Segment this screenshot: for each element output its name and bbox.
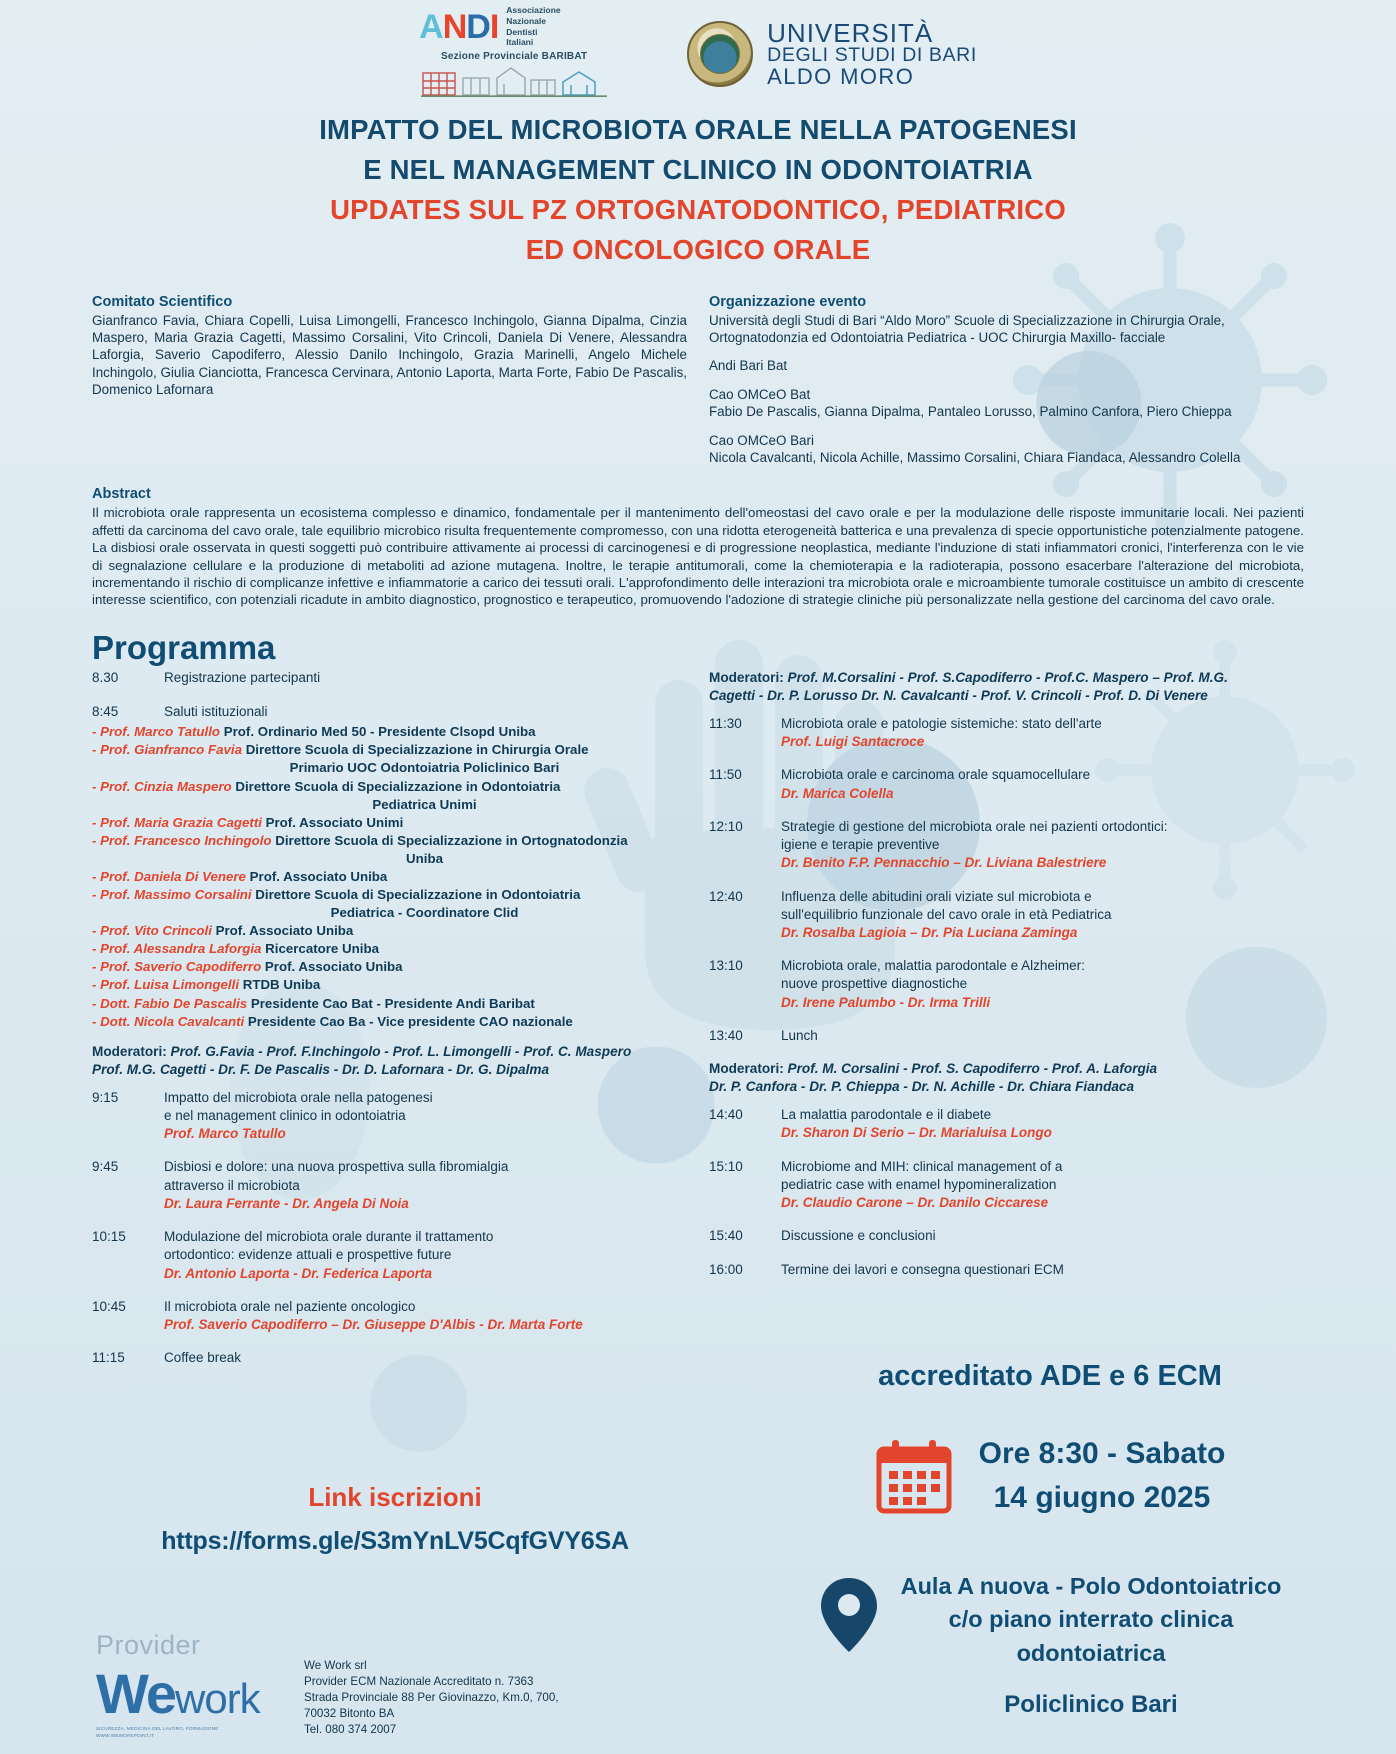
moderators-names-2: Prof. M.G. Cagetti - Dr. F. De Pascalis - Dr. D. Lafornara - Dr. G. Dipalma bbox=[92, 1061, 550, 1077]
slot-speaker: Dr. Marica Colella bbox=[781, 785, 894, 801]
organization-cao-bat-heading: Cao OMCeO Bat bbox=[709, 386, 811, 402]
venue-line-2: c/o piano interrato clinica bbox=[948, 1606, 1234, 1633]
greeting-person-name: - Prof. Gianfranco Favia bbox=[92, 742, 246, 758]
greeting-item bbox=[92, 1013, 687, 1031]
provider-detail-line: 70032 Bitonto BA bbox=[304, 1706, 395, 1720]
slot-title-line2: ortodontico: evidenze attuali e prospettive future bbox=[164, 1247, 452, 1263]
andi-word-1: Associazione bbox=[506, 4, 561, 15]
slot-time: 15:10 bbox=[709, 1158, 743, 1174]
abstract-section bbox=[0, 486, 1396, 608]
slot-desc bbox=[781, 1106, 1304, 1142]
greeting-item bbox=[92, 940, 687, 958]
schedule-slot bbox=[709, 1158, 1304, 1213]
slot-title-line2: pediatric case with enamel hypomineralization bbox=[781, 1176, 1057, 1192]
slot-title-line1: Influenza delle abitudini orali viziate sul microbiota e bbox=[781, 888, 1092, 904]
schedule-slot bbox=[709, 715, 1304, 751]
venue-line-4: Policlinico Bari bbox=[1004, 1691, 1178, 1719]
left-session-list bbox=[92, 1089, 687, 1368]
slot-time: 10:15 bbox=[92, 1229, 126, 1245]
slot-desc bbox=[164, 1228, 687, 1283]
greeting-item bbox=[92, 723, 687, 741]
greeting-item bbox=[92, 778, 687, 814]
slot-time: 9:45 bbox=[92, 1159, 119, 1175]
organization-university: Università degli Studi di Bari “Aldo Moro” Scuole di Specializzazione in Chirurgia Orale, Ortognatodonzia ed Odontoiatria Pediatrica - UOC Chirurgia Maxillo- facciale bbox=[709, 312, 1225, 345]
greeting-item bbox=[92, 958, 687, 976]
provider-logo-work: work bbox=[175, 1675, 260, 1722]
schedule-row bbox=[92, 1298, 687, 1334]
calendar-icon bbox=[875, 1437, 953, 1515]
institutional-greetings-list bbox=[92, 723, 687, 1030]
registration-link-block bbox=[160, 1482, 630, 1556]
right-session-list-2 bbox=[709, 1106, 1304, 1279]
slot-desc: Registrazione partecipanti bbox=[164, 669, 321, 685]
greeting-person-role: Direttore Scuola di Specializzazione in Chirurgia Orale bbox=[245, 742, 589, 758]
slot-title-line1: Disbiosi e dolore: una nuova prospettiva sulla fibromialgia bbox=[164, 1159, 509, 1175]
greeting-item bbox=[92, 922, 687, 940]
right-session-list-1 bbox=[709, 715, 1304, 1045]
programma-right-column bbox=[709, 669, 1304, 1383]
slot-time: 8.30 bbox=[92, 669, 119, 685]
slot-desc bbox=[781, 1227, 1304, 1245]
schedule-slot bbox=[92, 1228, 687, 1283]
schedule-slot bbox=[709, 1261, 1304, 1279]
programma-left-column bbox=[92, 669, 687, 1383]
greeting-item bbox=[92, 832, 687, 868]
moderators-names-1: Prof. M. Corsalini - Prof. S. Capodiferro - Prof. A. Laforgia bbox=[787, 1061, 1158, 1077]
provider-detail-line: Provider ECM Nazionale Accreditato n. 7363 bbox=[304, 1674, 534, 1688]
committee-members: Gianfranco Favia, Chiara Copelli, Luisa Limongelli, Francesco Inchingolo, Gianna Dipalma, Cinzia Maspero, Maria Grazia Cagetti, Massimo Corsalini, Vito Crincoli, Daniela Di Venere, Alessandra Laforgia, Saverio Capodiferro, Alessio Danilo Inchingolo, Grazia Marinelli, Angelo Michele Inchingolo, Giulia Cianciotta, Francesca Cervinara, Antonio Laporta, Marta Forte, Fabio De Pascalis, Domenico Lafornara bbox=[92, 312, 687, 398]
moderators-names-1: Prof. M.Corsalini - Prof. S.Capodiferro - Prof.C. Maspero – Prof. M.G. bbox=[787, 669, 1228, 685]
greeting-item bbox=[92, 886, 687, 922]
schedule-row bbox=[709, 1227, 1304, 1245]
moderators-label: Moderatori: bbox=[709, 669, 784, 685]
greeting-person-name: - Prof. Cinzia Maspero bbox=[92, 778, 236, 794]
poster-title bbox=[0, 110, 1396, 270]
schedule-row bbox=[709, 888, 1304, 943]
committee-organization-section bbox=[0, 294, 1396, 467]
slot-desc bbox=[781, 888, 1304, 943]
andi-wordmark bbox=[506, 5, 560, 49]
slot-time: 11:15 bbox=[92, 1350, 125, 1366]
slot-speaker: Prof. Marco Tatullo bbox=[164, 1126, 286, 1142]
slot-title-line1: Strategie di gestione del microbiota orale nei pazienti ortodontici: bbox=[781, 818, 1168, 834]
slot-time: 12:40 bbox=[709, 888, 743, 904]
slot-time: 9:15 bbox=[92, 1089, 119, 1105]
slot-speaker: Dr. Benito F.P. Pennacchio – Dr. Liviana Balestriere bbox=[781, 855, 1107, 871]
organization-heading: Organizzazione evento bbox=[709, 293, 867, 310]
greeting-person-role: Direttore Scuola di Specializzazione in Odontoiatria bbox=[255, 887, 581, 903]
university-seal-icon bbox=[687, 21, 753, 87]
slot-time: 16:00 bbox=[709, 1261, 743, 1277]
greeting-person-name: - Prof. Saverio Capodiferro bbox=[92, 959, 265, 975]
greeting-person-role-cont: Primario UOC Odontoiatria Policlinico Bari bbox=[289, 760, 560, 776]
slot-desc: Saluti istituzionali bbox=[164, 704, 268, 720]
greeting-person-role: Prof. Associato Uniba bbox=[249, 868, 388, 884]
provider-block bbox=[96, 1630, 716, 1740]
greeting-person-name: - Prof. Vito Crincoli bbox=[92, 923, 216, 939]
committee-heading: Comitato Scientifico bbox=[92, 293, 233, 310]
andi-logo bbox=[419, 5, 609, 104]
greeting-person-role: RTDB Uniba bbox=[242, 977, 321, 993]
provider-logo-website: WWW.WEWORKPOINT.IT bbox=[96, 1732, 155, 1738]
moderators-names-2: Cagetti - Dr. P. Lorusso Dr. N. Cavalcanti - Prof. V. Crincoli - Prof. D. Di Venere bbox=[709, 687, 1208, 703]
slot-desc bbox=[781, 715, 1304, 751]
provider-logo bbox=[96, 1630, 286, 1740]
title-line-1: IMPATTO DEL MICROBIOTA ORALE NELLA PATOGENESI bbox=[319, 114, 1077, 145]
slot-time: 11:50 bbox=[709, 767, 742, 783]
slot-speaker: Dr. Sharon Di Serio – Dr. Marialuisa Longo bbox=[781, 1125, 1052, 1141]
slot-desc bbox=[781, 766, 1304, 802]
schedule-row bbox=[92, 1158, 687, 1213]
event-date: 14 giugno 2025 bbox=[993, 1480, 1211, 1514]
schedule-slot bbox=[92, 1298, 687, 1334]
greeting-item bbox=[92, 814, 687, 832]
andi-word-4: Italiani bbox=[506, 37, 534, 48]
greeting-person-role-cont: Pediatrica - Coordinatore Clid bbox=[330, 905, 519, 921]
slot-title-line1: Microbiome and MIH: clinical management of a bbox=[781, 1158, 1063, 1174]
provider-logo-subtitle: SICUREZZA, MEDICINA DEL LAVORO, FORMAZIONE bbox=[96, 1726, 219, 1731]
andi-word-2: Nazionale bbox=[506, 15, 546, 26]
greeting-person-role-cont: Pediatrica Unimi bbox=[372, 796, 477, 812]
greeting-person-role: Presidente Cao Bat - Presidente Andi Baribat bbox=[250, 995, 535, 1011]
schedule-row bbox=[92, 669, 687, 687]
ecm-accreditation: accreditato ADE e 6 ECM bbox=[878, 1360, 1222, 1392]
slot-title-line1: Discussione e conclusioni bbox=[781, 1228, 936, 1244]
slot-title-line1: Modulazione del microbiota orale durante il trattamento bbox=[164, 1229, 494, 1245]
greeting-person-name: - Prof. Daniela Di Venere bbox=[92, 868, 250, 884]
provider-logo-we: We bbox=[96, 1662, 175, 1725]
schedule-slot bbox=[709, 957, 1304, 1012]
schedule-row bbox=[92, 1228, 687, 1283]
slot-title-line1: Microbiota orale, malattia parodontale e Alzheimer: bbox=[781, 958, 1085, 974]
programma-heading: Programma bbox=[92, 628, 276, 666]
venue-line-1: Aula A nuova - Polo Odontoiatrico bbox=[900, 1573, 1282, 1599]
logo-bar bbox=[0, 0, 1396, 98]
schedule-row bbox=[92, 1349, 687, 1367]
slot-speaker: Dr. Laura Ferrante - Dr. Angela Di Noia bbox=[164, 1195, 409, 1211]
slot-title-line2: attraverso il microbiota bbox=[164, 1177, 300, 1193]
slot-time: 13:10 bbox=[709, 958, 743, 974]
moderators-label: Moderatori: bbox=[709, 1061, 784, 1077]
schedule-row bbox=[92, 703, 687, 721]
slot-speaker: Dr. Rosalba Lagioia – Dr. Pia Luciana Zaminga bbox=[781, 925, 1078, 941]
slot-title-line1: Coffee break bbox=[164, 1350, 242, 1366]
slot-time: 10:45 bbox=[92, 1298, 126, 1314]
schedule-row bbox=[709, 715, 1304, 751]
slot-time: 13:40 bbox=[709, 1027, 743, 1043]
greeting-item bbox=[92, 868, 687, 886]
schedule-row bbox=[709, 766, 1304, 802]
moderators-names-1: Prof. G.Favia - Prof. F.Inchingolo - Prof. L. Limongelli - Prof. C. Maspero bbox=[170, 1043, 632, 1059]
slot-title-line1: Microbiota orale e carcinoma orale squamocellulare bbox=[781, 767, 1091, 783]
schedule-slot bbox=[709, 766, 1304, 802]
greeting-item bbox=[92, 995, 687, 1013]
provider-detail-line: We Work srl bbox=[304, 1658, 367, 1672]
schedule-row bbox=[709, 1158, 1304, 1213]
slot-time: 11:30 bbox=[709, 716, 742, 732]
slot-title-line2: igiene e terapie preventive bbox=[781, 837, 940, 853]
slot-title-line1: Microbiota orale e patologie sistemiche: stato dell'arte bbox=[781, 716, 1102, 732]
provider-details bbox=[304, 1658, 559, 1740]
scientific-committee bbox=[92, 294, 687, 467]
slot-time: 8:45 bbox=[92, 704, 119, 720]
greeting-person-name: - Prof. Massimo Corsalini bbox=[92, 887, 256, 903]
greeting-person-name: - Prof. Luisa Limongelli bbox=[92, 977, 243, 993]
greeting-person-name: - Prof. Maria Grazia Cagetti bbox=[92, 814, 266, 830]
schedule-row bbox=[709, 1261, 1304, 1279]
slot-title-line1: Il microbiota orale nel paziente oncologico bbox=[164, 1298, 416, 1314]
slot-desc bbox=[781, 1027, 1304, 1045]
greeting-person-name: - Prof. Marco Tatullo bbox=[92, 724, 224, 740]
slot-title-line2: e nel management clinico in odontoiatria bbox=[164, 1108, 406, 1124]
slot-time: 14:40 bbox=[709, 1107, 743, 1123]
schedule-slot bbox=[92, 1158, 687, 1213]
event-venue-block bbox=[790, 1570, 1310, 1722]
greeting-person-role: Prof. Associato Uniba bbox=[264, 959, 403, 975]
greeting-person-name: - Dott. Fabio De Pascalis bbox=[92, 995, 251, 1011]
slot-title-line2: nuove prospettive diagnostiche bbox=[781, 976, 968, 992]
organization-cao-bari-members: Nicola Cavalcanti, Nicola Achille, Massimo Corsalini, Chiara Fiandaca, Alessandro Colella bbox=[709, 450, 1241, 466]
schedule-row bbox=[709, 1106, 1304, 1142]
title-line-2: E NEL MANAGEMENT CLINICO IN ODONTOIATRIA bbox=[363, 153, 1033, 185]
registration-link-url[interactable]: https://forms.gle/S3mYnLV5CqfGVY6SA bbox=[161, 1527, 629, 1555]
moderators-right-2 bbox=[709, 1060, 1304, 1096]
schedule-slot bbox=[709, 1227, 1304, 1245]
greeting-item bbox=[92, 741, 687, 777]
slot-desc bbox=[781, 1261, 1304, 1279]
organization-cao-bat-members: Fabio De Pascalis, Gianna Dipalma, Pantaleo Lorusso, Palmino Canfora, Piero Chieppa bbox=[709, 404, 1232, 420]
slot-title-line1: La malattia parodontale e il diabete bbox=[781, 1107, 992, 1123]
programma-columns bbox=[0, 669, 1396, 1383]
greeting-person-role: Ricercatore Uniba bbox=[265, 941, 379, 957]
greeting-person-role: Prof. Associato Uniba bbox=[215, 923, 354, 939]
abstract-body: Il microbiota orale rappresenta un ecosistema complesso e dinamico, fondamentale per il mantenimento dell'omeostasi del cavo orale e per la modulazione delle risposte immunitarie locali. Nei pazienti affetti da carcinoma del cavo orale, tale equilibrio microbico risulta frequentemente compromesso, con una ridotta eterogeneità batterica e una prevalenza di specie opportunistiche potenzialmente patogene. La disbiosi orale osservata in questi soggetti può contribuire attivamente ai processi di carcinogenesi e di progressione neoplastica, mediante l'induzione di stati infiammatori cronici, l'interferenza con le vie di segnalazione cellulare e la produzione di metaboliti ad azione mutagena. Inoltre, le terapie antitumorali, come la chemioterapia e la radioterapia, possono esacerbare l'alterazione del microbiota, incrementando il rischio di complicanze infettive e infiammatorie a carico dei tessuti orali. L'approfondimento delle interazioni tra microbiota orale e microambiente tumorale costituisce un ambito di crescente interesse scientifico, con potenziali ricadute in ambito diagnostico, prognostico e terapeutico, promuovendo l'adozione di strategie cliniche più personalizzate nella gestione del carcinoma del cavo orale. bbox=[92, 505, 1304, 608]
greeting-person-name: - Prof. Francesco Inchingolo bbox=[92, 832, 276, 848]
slot-title-line1: Lunch bbox=[781, 1027, 818, 1043]
title-line-4: ED ONCOLOGICO ORALE bbox=[525, 233, 871, 265]
event-date-block bbox=[790, 1432, 1310, 1519]
greeting-person-role: Direttore Scuola di Specializzazione in Ortognatodonzia bbox=[275, 832, 628, 848]
slot-desc bbox=[164, 1298, 687, 1334]
slot-title-line1: Impatto del microbiota orale nella patogenesi bbox=[164, 1089, 433, 1105]
event-organization bbox=[709, 294, 1304, 467]
slot-desc bbox=[164, 1158, 687, 1213]
slot-desc bbox=[781, 957, 1304, 1012]
slot-desc bbox=[781, 1158, 1304, 1213]
slot-time: 12:10 bbox=[709, 818, 743, 834]
schedule-row bbox=[709, 818, 1304, 873]
moderators-names-2: Dr. P. Canfora - Dr. P. Chieppa - Dr. N. Achille - Dr. Chiara Fiandaca bbox=[709, 1079, 1135, 1095]
schedule-row bbox=[709, 957, 1304, 1012]
slot-speaker: Dr. Claudio Carone – Dr. Danilo Ciccarese bbox=[781, 1195, 1049, 1211]
slot-desc bbox=[781, 818, 1304, 873]
greeting-person-name: - Dott. Nicola Cavalcanti bbox=[92, 1013, 248, 1029]
schedule-slot bbox=[709, 888, 1304, 943]
slot-speaker: Dr. Antonio Laporta - Dr. Federica Laporta bbox=[164, 1265, 433, 1281]
location-pin-icon bbox=[819, 1576, 879, 1654]
schedule-slot bbox=[92, 1089, 687, 1144]
slot-title-line1: Termine dei lavori e consegna questionari ECM bbox=[781, 1261, 1064, 1277]
andi-section-label: Sezione Provinciale BARIBAT bbox=[440, 51, 588, 63]
registration-link-title: Link iscrizioni bbox=[308, 1482, 482, 1512]
schedule-row bbox=[92, 1089, 687, 1144]
event-time: Ore 8:30 - Sabato bbox=[978, 1437, 1226, 1470]
schedule-slot bbox=[92, 1349, 687, 1367]
university-name-line2: DEGLI STUDI DI BARI bbox=[767, 44, 977, 67]
schedule-row bbox=[709, 1027, 1304, 1045]
venue-line-3: odontoiatrica bbox=[1016, 1639, 1166, 1666]
slot-desc bbox=[164, 1089, 687, 1144]
slot-title-line2: sull'equilibrio funzionale del cavo orale in età Pediatrica bbox=[781, 906, 1112, 922]
title-line-3: UPDATES SUL PZ ORTOGNATODONTICO, PEDIATRICO bbox=[330, 193, 1066, 225]
city-skyline-icon bbox=[419, 64, 609, 103]
provider-label: Provider bbox=[96, 1630, 201, 1660]
schedule-slot bbox=[709, 1106, 1304, 1142]
greeting-person-role-cont: Uniba bbox=[406, 850, 443, 866]
greeting-person-role: Direttore Scuola di Specializzazione in Odontoiatria bbox=[235, 778, 561, 794]
abstract-heading: Abstract bbox=[92, 486, 151, 503]
andi-acronym: ANDI bbox=[419, 7, 499, 46]
university-logo bbox=[687, 20, 977, 88]
slot-speaker: Prof. Saverio Capodiferro – Dr. Giuseppe D'Albis - Dr. Marta Forte bbox=[164, 1317, 583, 1332]
greeting-person-name: - Prof. Alessandra Laforgia bbox=[92, 941, 266, 957]
greeting-person-role: Presidente Cao Ba - Vice presidente CAO nazionale bbox=[247, 1013, 573, 1029]
greeting-item bbox=[92, 976, 687, 994]
university-name-line1: UNIVERSITÀ bbox=[767, 18, 934, 49]
andi-word-3: Dentisti bbox=[506, 26, 538, 37]
slot-desc bbox=[164, 1349, 687, 1367]
schedule-slot bbox=[709, 818, 1304, 873]
organization-cao-bari-heading: Cao OMCeO Bari bbox=[709, 432, 814, 448]
slot-speaker: Prof. Luigi Santacroce bbox=[781, 734, 925, 750]
organization-andi: Andi Bari Bat bbox=[709, 358, 788, 374]
slot-speaker: Dr. Irene Palumbo - Dr. Irma Trilli bbox=[781, 994, 991, 1010]
provider-detail-line: Strada Provinciale 88 Per Giovinazzo, Km.0, 700, bbox=[304, 1690, 559, 1704]
moderators-right-1 bbox=[709, 669, 1304, 705]
greeting-person-role: Prof. Ordinario Med 50 - Presidente Clsopd Uniba bbox=[223, 724, 536, 740]
provider-detail-line: Tel. 080 374 2007 bbox=[304, 1722, 397, 1736]
moderators-left bbox=[92, 1043, 687, 1079]
greeting-person-role: Prof. Associato Unimi bbox=[265, 814, 404, 830]
schedule-slot bbox=[709, 1027, 1304, 1045]
university-name-line3: ALDO MORO bbox=[767, 63, 915, 89]
slot-time: 15:40 bbox=[709, 1228, 743, 1244]
moderators-label: Moderatori: bbox=[92, 1043, 167, 1059]
